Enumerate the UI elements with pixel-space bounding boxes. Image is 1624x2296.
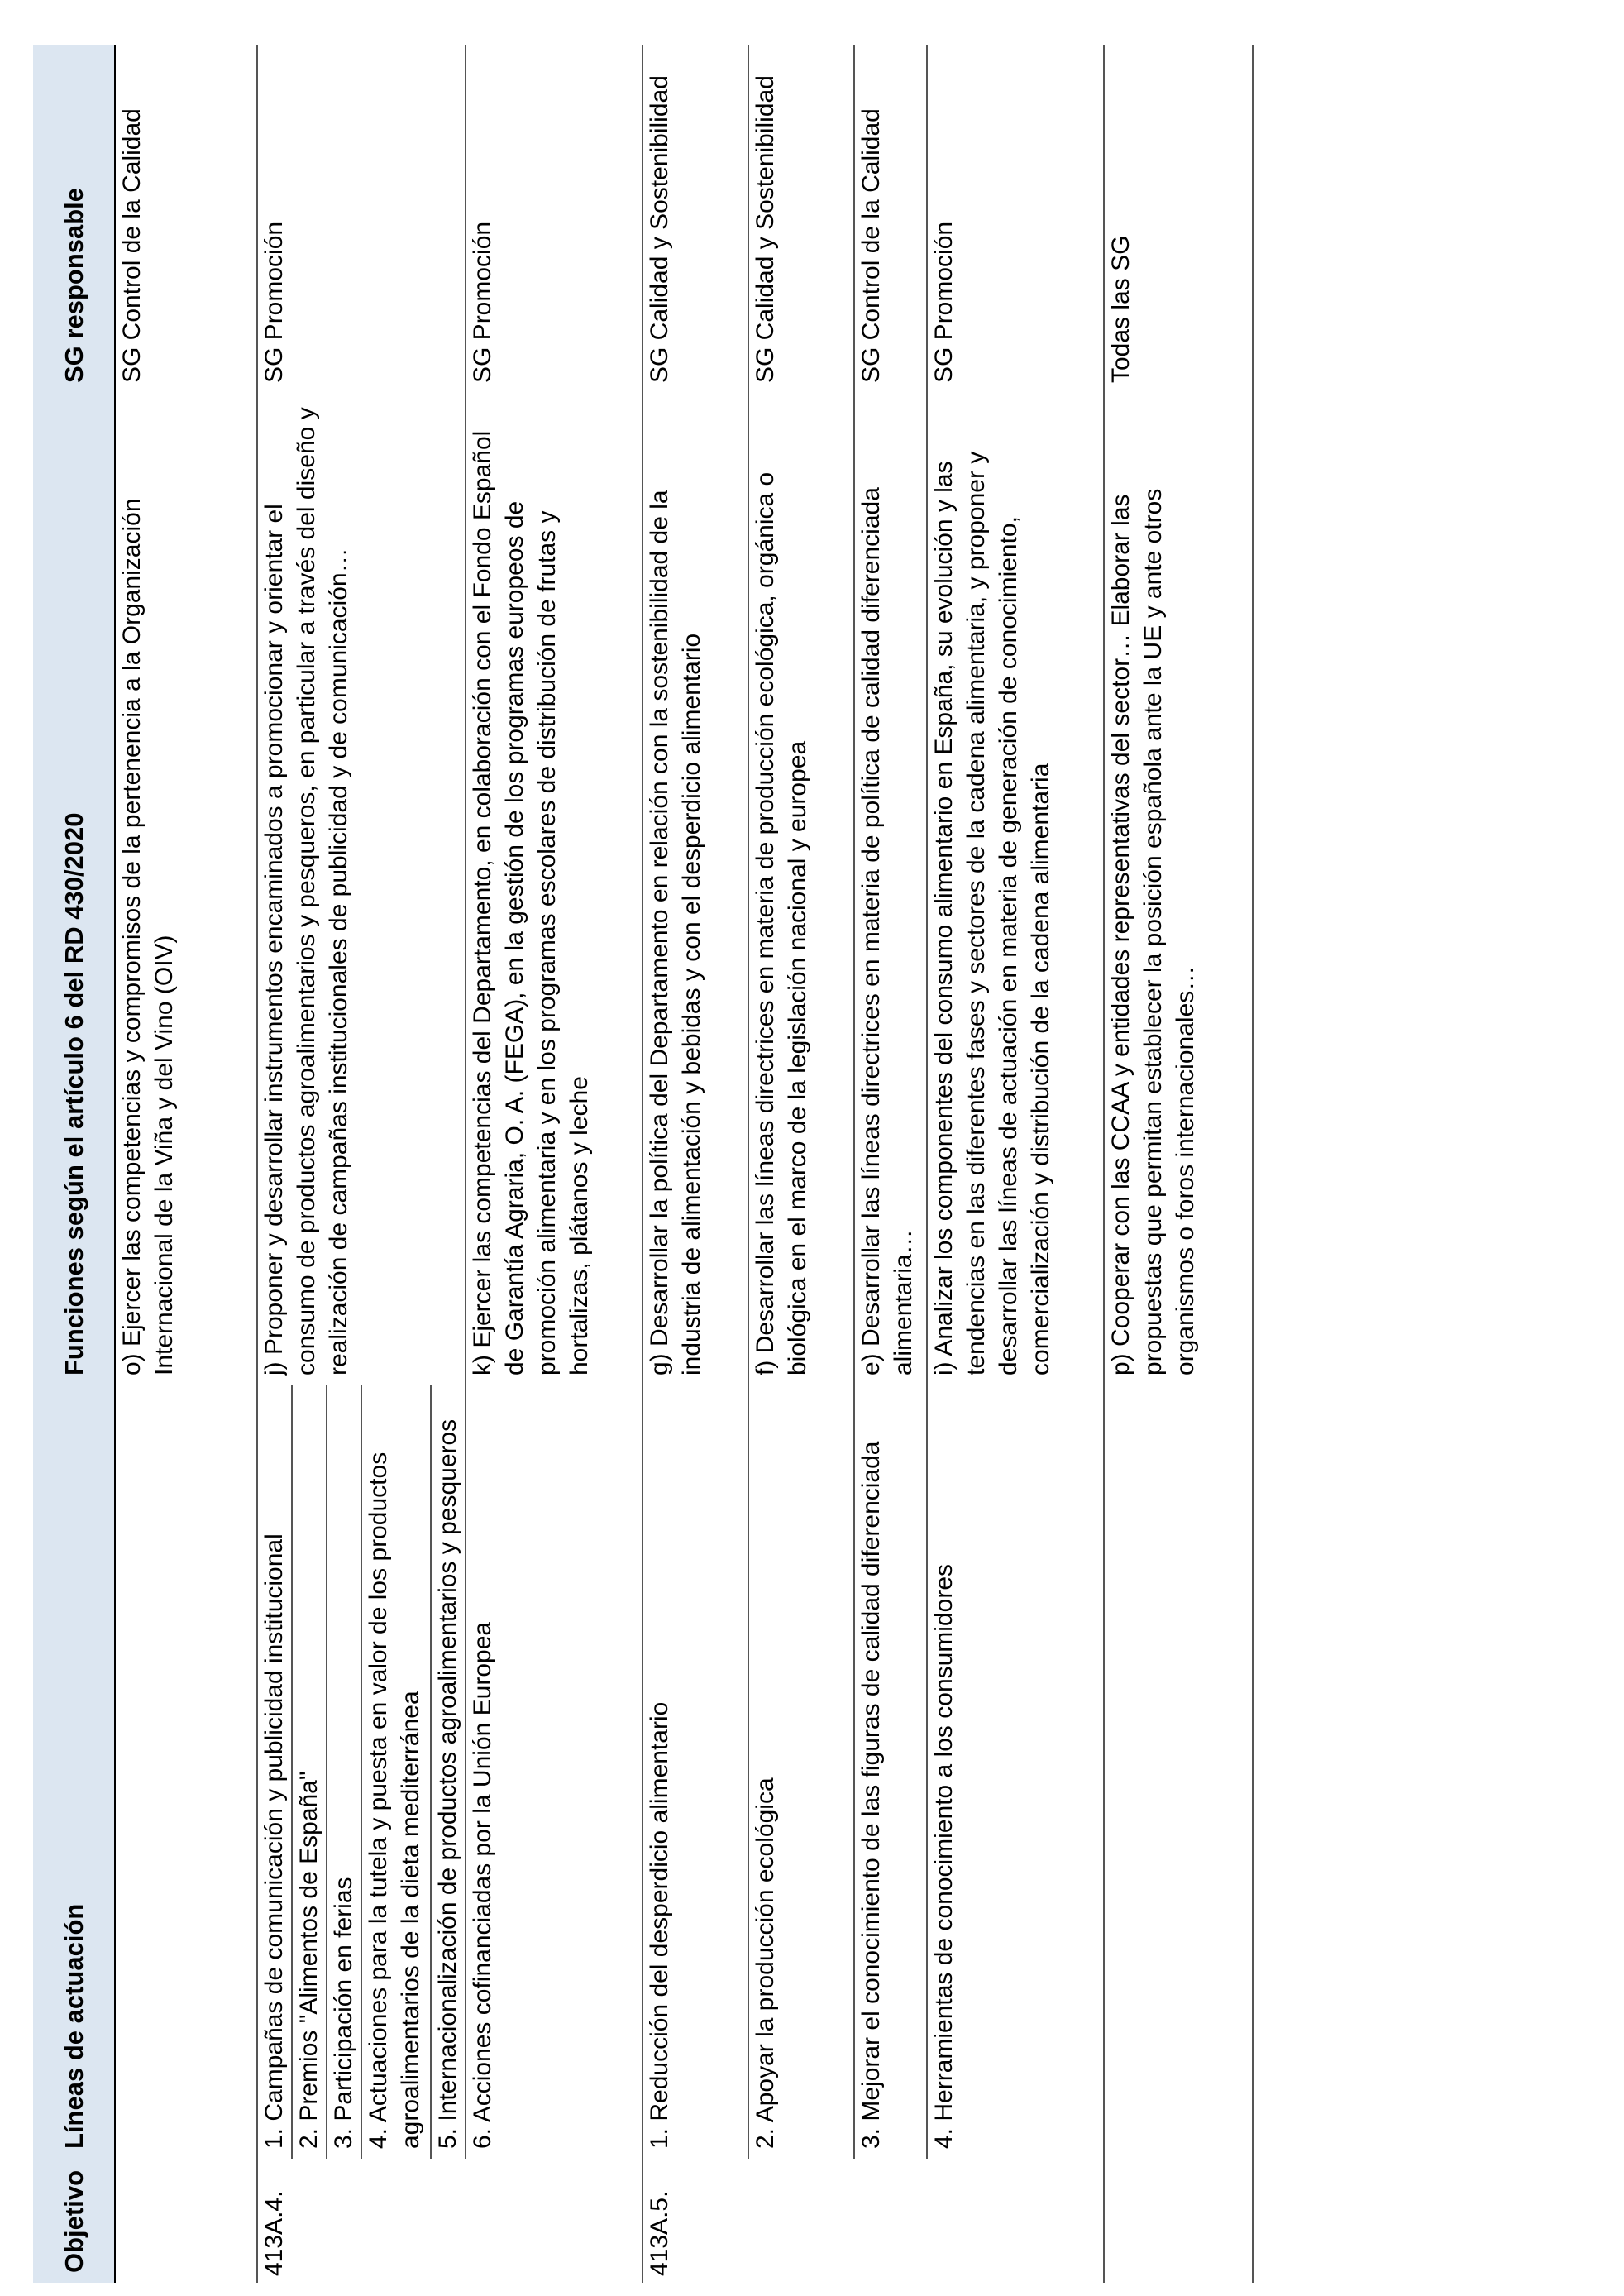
sg-cell: SG Promoción	[466, 45, 642, 393]
funcion-cell: e) Desarrollar las líneas directrices en materia de política de calidad diferenciada alimentaria…	[854, 393, 927, 1385]
linea-cell: 6. Acciones cofinanciadas por la Unión Europea	[466, 1385, 642, 2159]
sg-cell: SG Control de la Calidad	[854, 45, 927, 393]
table-row	[115, 45, 257, 2283]
linea-cell: 3. Participación en ferias	[327, 1385, 361, 2159]
sg-cell: SG Promoción	[257, 45, 466, 393]
objetivo-cell: 413A.4.	[257, 2159, 642, 2283]
linea-cell: 4. Herramientas de conocimiento a los consumidores	[927, 1385, 1104, 2159]
linea-cell: 1. Reducción del desperdicio alimentario	[642, 1385, 748, 2159]
linea-cell	[115, 1385, 257, 2159]
table-row	[466, 45, 642, 2283]
funcion-cell: p) Cooperar con las CCAA y entidades representativas del sector… Elaborar las propuestas que permitan establecer la posición española ante la UE y ante otros organismos o foros internacionales…	[1104, 393, 1253, 1385]
table-row	[257, 45, 292, 2283]
actuaciones-table	[33, 45, 1254, 2283]
funcion-cell: j) Proponer y desarrollar instrumentos encaminados a promocionar y orientar el consumo de productos agroalimentarios y pesqueros, en particular a través del diseño y realización de campañas institucionales de publicidad y de comunicación…	[257, 393, 466, 1385]
objetivo-cell: 413A.5.	[642, 2159, 1104, 2283]
linea-cell: 3. Mejorar el conocimiento de las figuras de calidad diferenciada	[854, 1385, 927, 2159]
rotated-table-wrapper	[33, 45, 1216, 2283]
funcion-cell: k) Ejercer las competencias del Departamento, en colaboración con el Fondo Español de Garantía Agraria, O. A. (FEGA), en la gestión de los programas europeos de promoción alimentaria y en los programas escolares de distribución de frutas y hortalizas, plátanos y leche	[466, 393, 642, 1385]
header-row	[33, 45, 115, 2283]
objetivo-cell	[115, 2159, 257, 2283]
linea-cell: 2. Apoyar la producción ecológica	[748, 1385, 854, 2159]
linea-cell: 1. Campañas de comunicación y publicidad institucional	[257, 1385, 292, 2159]
table-row	[927, 45, 1104, 2283]
table-row	[854, 45, 927, 2283]
sg-cell: SG Calidad y Sostenibilidad	[642, 45, 748, 393]
table-row	[748, 45, 854, 2283]
linea-cell: 4. Actuaciones para la tutela y puesta en valor de los productos agroalimentarios de la dieta mediterránea	[361, 1385, 431, 2159]
objetivo-cell	[1104, 2159, 1253, 2283]
linea-cell	[1104, 1385, 1253, 2159]
sg-cell: SG Calidad y Sostenibilidad	[748, 45, 854, 393]
sg-cell: Todas las SG	[1104, 45, 1253, 393]
funcion-cell: i) Analizar los componentes del consumo alimentario en España, su evolución y las tendencias en las diferentes fases y sectores de la cadena alimentaria, y proponer y desarrollar las líneas de actuación en materia de generación de conocimiento, comercialización y distribución de la cadena alimentaria	[927, 393, 1104, 1385]
sg-cell: SG Promoción	[927, 45, 1104, 393]
header-funciones: Funciones según el artículo 6 del RD 430/2020	[33, 393, 115, 1385]
linea-cell: 2. Premios "Alimentos de España"	[292, 1385, 327, 2159]
header-objetivo: Objetivo	[33, 2159, 115, 2283]
linea-cell: 5. Internacionalización de productos agroalimentarios y pesqueros	[431, 1385, 466, 2159]
table-row	[642, 45, 748, 2283]
funcion-cell: g) Desarrollar la política del Departamento en relación con la sostenibilidad de la industria de alimentación y bebidas y con el desperdicio alimentario	[642, 393, 748, 1385]
header-lineas: Líneas de actuación	[33, 1385, 115, 2159]
table-row	[1104, 45, 1253, 2283]
funcion-cell: f) Desarrollar las líneas directrices en materia de producción ecológica, orgánica o biológica en el marco de la legislación nacional y europea	[748, 393, 854, 1385]
funcion-cell: o) Ejercer las competencias y compromisos de la pertenencia a la Organización Internacional de la Viña y del Vino (OIV)	[118, 498, 178, 1375]
header-sg: SG responsable	[33, 45, 115, 393]
sg-cell: SG Control de la Calidad	[118, 108, 146, 383]
